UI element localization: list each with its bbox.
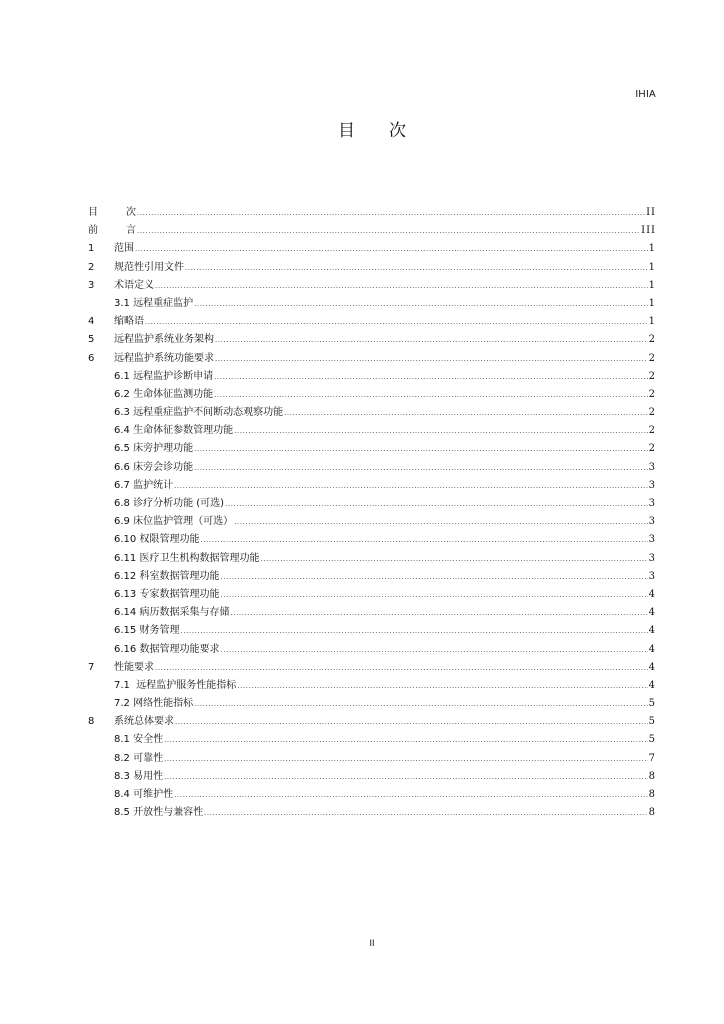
toc-dot-leader xyxy=(234,513,648,531)
toc-entry-page: 2 xyxy=(648,388,656,400)
toc-dot-leader xyxy=(137,222,640,240)
toc-entry-label: 规范性引用文件 xyxy=(114,261,184,273)
toc-dot-leader xyxy=(164,750,648,768)
toc-dot-leader xyxy=(215,331,648,349)
toc-entry-page: 8 xyxy=(648,807,656,819)
toc-entry-page: 1 xyxy=(648,316,656,328)
toc-entry[interactable] xyxy=(88,459,656,477)
footer-page-number: II xyxy=(369,938,375,948)
toc-entry-number: 2 xyxy=(88,261,95,273)
toc-entry[interactable] xyxy=(88,695,656,713)
standard-code-header: IHIA xyxy=(635,89,656,100)
toc-dot-leader xyxy=(220,586,647,604)
toc-dot-leader xyxy=(164,768,648,786)
toc-entry-label: 6.9 床位监护管理（可选） xyxy=(114,516,234,528)
toc-entry-label: 系统总体要求 xyxy=(114,716,174,728)
toc-entry[interactable] xyxy=(88,313,656,331)
toc-entry-page: 3 xyxy=(648,479,656,491)
toc-entry[interactable] xyxy=(88,586,656,604)
toc-entry-label: 6.15 财务管理 xyxy=(114,625,180,637)
toc-dot-leader xyxy=(204,804,648,822)
toc-dot-leader xyxy=(155,659,648,677)
toc-entry[interactable] xyxy=(88,804,656,822)
toc-entry-page: 2 xyxy=(648,425,656,437)
toc-dot-leader xyxy=(237,677,647,695)
toc-entry-page: 2 xyxy=(648,407,656,419)
toc-dot-leader xyxy=(194,440,648,458)
toc-dot-leader xyxy=(284,404,648,422)
toc-dot-leader xyxy=(225,495,648,513)
toc-entry-number: 6 xyxy=(88,352,95,364)
toc-entry-page: 4 xyxy=(648,661,656,673)
toc-entry-page: 3 xyxy=(648,570,656,582)
toc-entry-page: 4 xyxy=(648,643,656,655)
toc-entry[interactable] xyxy=(88,222,656,240)
toc-entry-page: 2 xyxy=(648,370,656,382)
toc-entry-page: 3 xyxy=(648,552,656,564)
toc-dot-leader xyxy=(214,386,648,404)
toc-entry-page: 1 xyxy=(648,297,656,309)
toc-entry[interactable] xyxy=(88,568,656,586)
toc-entry[interactable] xyxy=(88,531,656,549)
toc-entry[interactable] xyxy=(88,768,656,786)
toc-entry[interactable] xyxy=(88,731,656,749)
toc-entry-label: 8.3 易用性 xyxy=(114,770,164,782)
toc-dot-leader xyxy=(155,277,648,295)
toc-dot-leader xyxy=(194,459,648,477)
toc-entry[interactable] xyxy=(88,659,656,677)
toc-dot-leader xyxy=(220,568,647,586)
toc-dot-leader xyxy=(220,641,647,659)
toc-entry-label: 6.6 床旁会诊功能 xyxy=(114,461,194,473)
toc-entry-page: 2 xyxy=(648,352,656,364)
table-of-contents xyxy=(88,204,656,822)
toc-entry-label: 6.13 专家数据管理功能 xyxy=(114,588,220,600)
page-title: 目 次 xyxy=(338,121,406,141)
toc-entry-page: 8 xyxy=(648,770,656,782)
toc-entry-number: 8 xyxy=(88,716,95,728)
toc-entry-page: 5 xyxy=(648,698,656,710)
toc-dot-leader xyxy=(175,713,648,731)
toc-entry-page: 5 xyxy=(648,734,656,746)
toc-entry-label: 6.8 诊疗分析功能 (可选) xyxy=(114,498,225,509)
toc-entry-page: 3 xyxy=(648,461,656,473)
toc-entry-page: 7 xyxy=(648,752,656,764)
toc-entry-page: 2 xyxy=(648,334,656,346)
toc-entry-label: 术语定义 xyxy=(114,279,154,291)
toc-entry[interactable] xyxy=(88,350,656,368)
toc-entry-page: 1 xyxy=(648,261,656,273)
toc-entry-number: 3 xyxy=(88,279,95,291)
toc-entry-label: 6.2 生命体征监测功能 xyxy=(114,388,214,400)
toc-entry-label: 远程监护系统功能要求 xyxy=(114,352,214,364)
toc-entry-number: 前 xyxy=(88,225,98,237)
toc-dot-leader xyxy=(194,695,648,713)
toc-entry-label: 8.1 安全性 xyxy=(114,734,164,746)
toc-entry-page: 4 xyxy=(648,679,656,691)
toc-entry-number: 4 xyxy=(88,316,95,328)
toc-dot-leader xyxy=(180,622,647,640)
toc-entry[interactable] xyxy=(88,422,656,440)
toc-entry[interactable] xyxy=(88,513,656,531)
toc-dot-leader xyxy=(194,295,648,313)
toc-entry-page: 1 xyxy=(648,279,656,291)
toc-entry-label: 6.1 远程监护诊断申请 xyxy=(114,370,214,382)
toc-entry[interactable] xyxy=(88,495,656,513)
toc-entry-number: 5 xyxy=(88,334,95,346)
toc-entry-page: 3 xyxy=(648,498,656,509)
toc-dot-leader xyxy=(260,550,647,568)
toc-entry-label: 6.3 远程重症监护不间断动态观察功能 xyxy=(114,407,284,419)
toc-entry-page: 2 xyxy=(648,443,656,455)
toc-entry-label: 6.11 医疗卫生机构数据管理功能 xyxy=(114,552,260,564)
toc-dot-leader xyxy=(164,731,648,749)
toc-entry-label: 6.5 床旁护理功能 xyxy=(114,443,194,455)
toc-entry[interactable] xyxy=(88,622,656,640)
toc-entry-label: 缩略语 xyxy=(114,316,144,328)
toc-entry-label: 6.14 病历数据采集与存储 xyxy=(114,607,230,619)
toc-entry-page: 4 xyxy=(648,588,656,600)
toc-entry-label: 6.7 监护统计 xyxy=(114,479,174,491)
toc-entry-label: 次 xyxy=(126,207,136,218)
toc-entry-page: II xyxy=(646,207,656,218)
toc-dot-leader xyxy=(214,368,648,386)
toc-entry-number: 目 xyxy=(88,207,98,218)
toc-entry[interactable] xyxy=(88,641,656,659)
toc-entry[interactable] xyxy=(88,259,656,277)
toc-entry-label: 远程监护系统业务架构 xyxy=(114,334,214,346)
toc-entry[interactable] xyxy=(88,204,656,222)
toc-entry[interactable] xyxy=(88,440,656,458)
toc-entry-label: 8.5 开放性与兼容性 xyxy=(114,807,204,819)
toc-entry[interactable] xyxy=(88,277,656,295)
toc-entry[interactable] xyxy=(88,477,656,495)
toc-entry[interactable] xyxy=(88,386,656,404)
toc-entry-label: 7.1 远程监护服务性能指标 xyxy=(114,679,237,691)
toc-dot-leader xyxy=(185,259,648,277)
toc-dot-leader xyxy=(145,313,648,331)
toc-entry-label: 范围 xyxy=(114,243,134,255)
toc-entry[interactable] xyxy=(88,677,656,695)
toc-entry-page: III xyxy=(641,225,656,237)
toc-entry-label: 言 xyxy=(126,225,136,237)
toc-dot-leader xyxy=(200,531,647,549)
toc-entry-label: 6.12 科室数据管理功能 xyxy=(114,570,220,582)
toc-entry-label: 8.2 可靠性 xyxy=(114,752,164,764)
toc-entry[interactable] xyxy=(88,713,656,731)
toc-dot-leader xyxy=(215,350,648,368)
toc-dot-leader xyxy=(234,422,648,440)
toc-dot-leader xyxy=(135,240,648,258)
toc-entry-label: 6.10 权限管理功能 xyxy=(114,534,200,546)
toc-entry-page: 4 xyxy=(648,607,656,619)
toc-entry-label: 8.4 可维护性 xyxy=(114,789,174,800)
toc-entry-label: 7.2 网络性能指标 xyxy=(114,698,194,710)
toc-entry[interactable] xyxy=(88,240,656,258)
toc-entry[interactable] xyxy=(88,295,656,313)
toc-dot-leader xyxy=(174,786,648,804)
toc-entry-label: 6.4 生命体征参数管理功能 xyxy=(114,425,234,437)
toc-dot-leader xyxy=(230,604,647,622)
toc-dot-leader xyxy=(137,204,645,222)
toc-dot-leader xyxy=(174,477,648,495)
toc-entry-label: 性能要求 xyxy=(114,661,154,673)
toc-entry[interactable] xyxy=(88,404,656,422)
toc-entry-label: 3.1 远程重症监护 xyxy=(114,297,194,309)
toc-entry-page: 3 xyxy=(648,516,656,528)
toc-entry[interactable] xyxy=(88,786,656,804)
toc-entry-page: 1 xyxy=(648,243,656,255)
toc-entry-number: 7 xyxy=(88,661,95,673)
toc-entry[interactable] xyxy=(88,750,656,768)
toc-entry[interactable] xyxy=(88,550,656,568)
toc-entry-number: 1 xyxy=(88,243,95,255)
toc-entry-page: 4 xyxy=(648,625,656,637)
toc-entry-page: 3 xyxy=(648,534,656,546)
toc-entry-label: 6.16 数据管理功能要求 xyxy=(114,643,220,655)
toc-entry[interactable] xyxy=(88,331,656,349)
toc-entry[interactable] xyxy=(88,604,656,622)
toc-entry-page: 8 xyxy=(648,789,656,800)
toc-entry-page: 5 xyxy=(648,716,656,728)
toc-entry[interactable] xyxy=(88,368,656,386)
